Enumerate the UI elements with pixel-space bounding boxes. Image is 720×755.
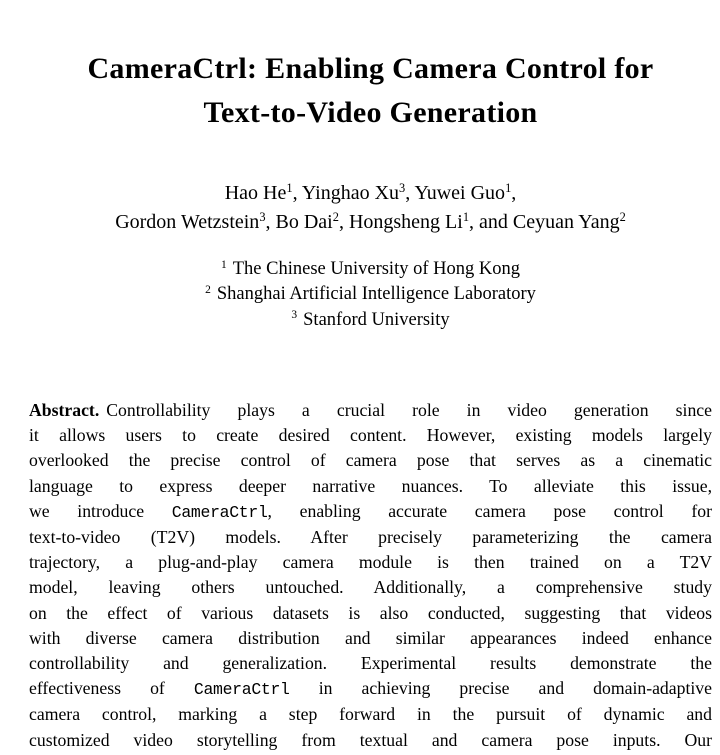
superscript: 3 (259, 209, 266, 224)
abstract-line (29, 601, 712, 626)
text-segment: , Yinghao Xu (292, 182, 400, 204)
text-segment: camera control, marking a step forward in the pursuit of dynamic and (29, 704, 712, 725)
abstract-line (29, 423, 712, 448)
text-segment: Controllability plays a crucial role in video generation since (106, 400, 712, 420)
text-segment: , Hongsheng Li (338, 210, 463, 233)
superscript: 3 (399, 181, 406, 196)
superscript: 1 (286, 181, 293, 196)
abstract-line (29, 651, 712, 676)
text-segment: we introduce (29, 500, 172, 521)
text-segment: text-to-video (T2V) models. After precisely parameterizing the camera (29, 527, 712, 548)
text-segment: , Yuwei Guo (405, 182, 506, 204)
affiliation-marker: 1 (221, 258, 227, 271)
author-line-2 (29, 208, 712, 237)
affiliation-name: Stanford University (303, 309, 450, 330)
abstract-line (29, 575, 712, 600)
abstract-line (29, 702, 712, 727)
text-segment: model, leaving others untouched. Additionally, a comprehensive study (29, 577, 712, 598)
abstract-line (29, 525, 712, 550)
text-segment: , (511, 182, 517, 204)
superscript: 2 (332, 209, 339, 224)
affiliation-name: Shanghai Artificial Intelligence Laboratory (216, 284, 536, 305)
affiliation-list (29, 257, 712, 333)
affiliation-marker: 2 (205, 284, 211, 296)
text-segment: , enabling accurate camera pose control for (267, 500, 712, 521)
text-segment: , Bo Dai (265, 210, 333, 233)
affiliation-1 (29, 257, 712, 282)
abstract-line (29, 448, 712, 473)
inline-code: CameraCtrl (193, 680, 290, 700)
abstract-line (29, 676, 712, 702)
text-segment: trajectory, a plug-and-play camera module is then trained on a T2V (29, 552, 712, 573)
affiliation-3 (29, 308, 712, 333)
abstract-line (29, 474, 712, 499)
abstract-line (29, 398, 712, 423)
text-segment: controllability and generalization. Experimental results demonstrate the (29, 653, 712, 674)
superscript: 2 (619, 209, 626, 224)
abstract-line (29, 499, 712, 525)
paper-title-line-2: Text-to-Video Generation (203, 96, 538, 129)
superscript: 1 (505, 181, 512, 196)
text-segment: , and Ceyuan Yang (469, 210, 620, 233)
affiliation-name: The Chinese University of Hong Kong (232, 259, 520, 279)
paper-title (29, 47, 712, 135)
author-list (29, 179, 712, 236)
author-line-1 (29, 179, 712, 208)
inline-code: CameraCtrl (171, 502, 268, 522)
affiliation-2 (29, 282, 712, 307)
affiliation-marker: 3 (291, 309, 298, 322)
text-segment: effectiveness of (29, 678, 194, 699)
text-segment: in achieving precise and domain-adaptive (289, 678, 712, 699)
text-segment: it allows users to create desired content. However, existing models largely (29, 425, 712, 446)
text-segment: overlooked the precise control of camera pose that serves as a cinematic (29, 450, 712, 471)
superscript: 1 (462, 209, 470, 224)
text-segment: on the effect of various datasets is also conducted, suggesting that videos (29, 602, 712, 623)
text-segment: language to express deeper narrative nuances. To alleviate this issue, (29, 475, 712, 496)
abstract-label: Abstract. (29, 400, 100, 420)
abstract-line (29, 626, 712, 651)
abstract-line (29, 550, 712, 575)
paper-title-line-1: CameraCtrl: Enabling Camera Control for (87, 52, 654, 85)
text-segment: Gordon Wetzstein (115, 210, 260, 233)
text-segment: customized video storytelling from textual and camera pose inputs. Our (29, 729, 712, 750)
abstract-line (29, 728, 712, 753)
text-segment: Hao He (224, 182, 287, 204)
text-segment: with diverse camera distribution and similar appearances indeed enhance (29, 627, 712, 648)
abstract-body (29, 398, 712, 753)
